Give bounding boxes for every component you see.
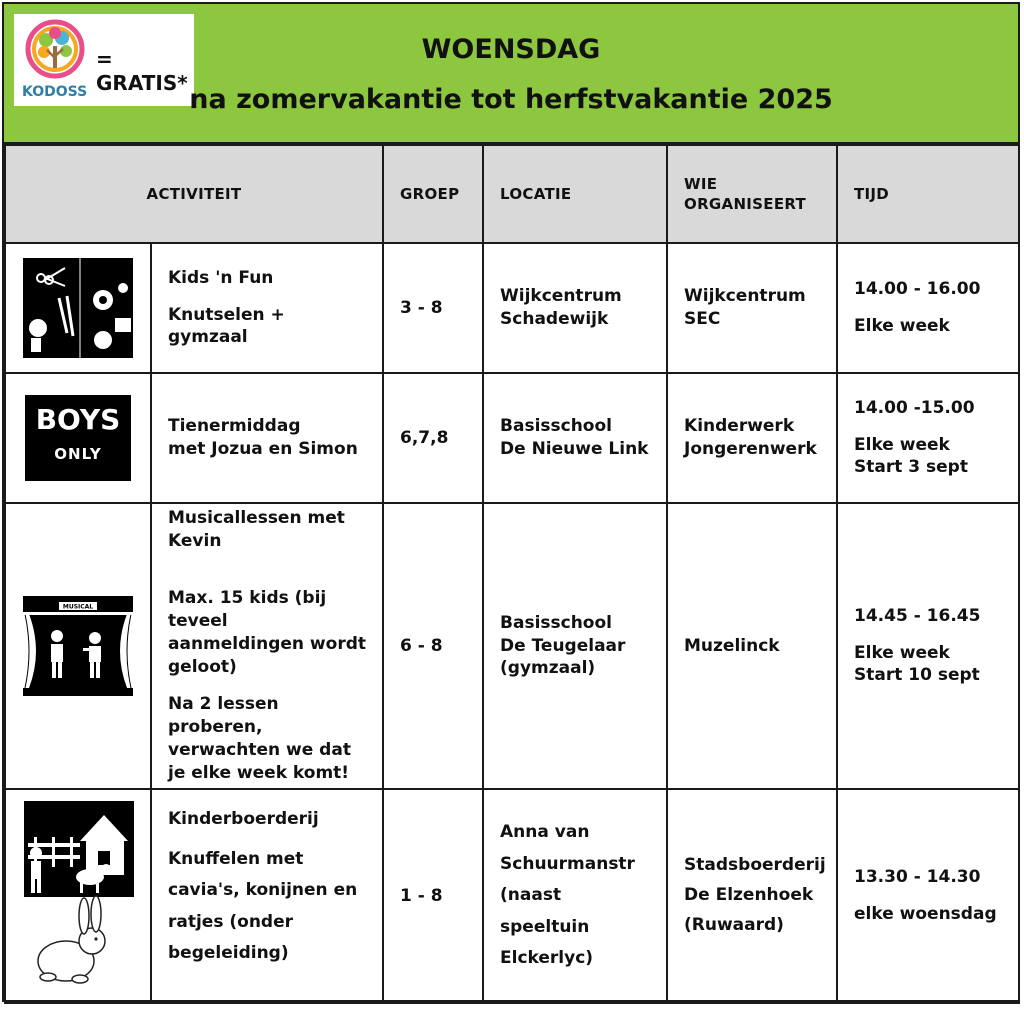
locatie-line: Wijkcentrum (500, 286, 622, 307)
locatie-line: Elckerlyc) (500, 948, 594, 969)
activity-title: Musicallessen met Kevin (168, 508, 345, 552)
locatie-line: (gymzaal) (500, 658, 596, 679)
activity-subtitle: Knutselen + gymzaal (168, 304, 285, 348)
locatie-cell (483, 243, 667, 373)
table-row (5, 503, 1019, 789)
logo-text: KODOSS (22, 84, 88, 100)
tijd-cell (837, 789, 1019, 1003)
page-title: WOENSDAG (421, 34, 601, 65)
activity-title: Tienermiddag (168, 416, 301, 437)
col-wie-line1: WIE (684, 174, 718, 193)
wie-line: Jongerenwerk (684, 439, 817, 459)
activity-cell (151, 503, 383, 789)
locatie-line: Basisschool (500, 612, 612, 633)
musical-stage-icon (23, 596, 133, 696)
boys-only-icon (25, 395, 131, 481)
activity-note: Max. 15 kids (bij teveel aanmeldingen wordt geloot) (168, 588, 366, 677)
locatie-cell (483, 789, 667, 1003)
wie-line: (Ruwaard) (684, 914, 784, 935)
activity-cell (151, 243, 383, 373)
wie-cell (667, 789, 837, 1003)
header-banner (4, 4, 1018, 144)
groep-cell: 1 - 8 (383, 789, 483, 1003)
table-row (5, 789, 1019, 1003)
locatie-cell (483, 373, 667, 503)
wie-cell: Muzelinck (667, 503, 837, 789)
tijd-cell (837, 243, 1019, 373)
groep-cell: 6,7,8 (383, 373, 483, 503)
groep-cell: 3 - 8 (383, 243, 483, 373)
locatie-line: De Nieuwe Link (500, 439, 649, 459)
activity-note: Na 2 lessen proberen, verwachten we dat je elke week komt! (168, 693, 351, 783)
col-groep: GROEP (383, 145, 483, 243)
locatie-line: Schuurmanstr (500, 853, 635, 874)
wie-line: Wijkcentrum (684, 286, 806, 307)
activity-subtitle: met Jozua en Simon (168, 439, 358, 459)
locatie-line: De Teugelaar (500, 635, 626, 656)
table-header-row (5, 145, 1019, 243)
page-subtitle: na zomervakantie tot herfstvakantie 2025 (189, 84, 833, 115)
tijd-cell (837, 373, 1019, 503)
tijd-start: Start 3 sept (854, 457, 968, 478)
farm-rabbit-icon (18, 801, 138, 991)
activity-subtitle: Knuffelen met cavia's, konijnen en ratjes (onder begeleiding) (168, 848, 358, 964)
wie-line: De Elzenhoek (684, 885, 814, 906)
row-icon-cell (5, 503, 151, 789)
wie-line: SEC (684, 309, 721, 329)
tijd-freq: elke woensdag (854, 904, 997, 924)
tijd-time: 14.45 - 16.45 (854, 605, 981, 626)
row-icon-cell (5, 789, 151, 1003)
row-icon-cell (5, 373, 151, 503)
crafts-sports-icon (23, 258, 133, 358)
tijd-time: 14.00 -15.00 (854, 397, 975, 418)
wie-line: Kinderwerk (684, 416, 795, 437)
tijd-freq: Elke week (854, 316, 950, 336)
groep-cell: 6 - 8 (383, 503, 483, 789)
wie-line: Stadsboerderij (684, 855, 826, 876)
locatie-line: Schadewijk (500, 309, 609, 329)
activity-title: Kids 'n Fun (168, 267, 274, 288)
locatie-line: (naast (500, 885, 562, 906)
wie-cell (667, 243, 837, 373)
activity-cell (151, 373, 383, 503)
table-row (5, 243, 1019, 373)
activity-title: Kinderboerderij (168, 809, 319, 830)
col-activiteit: ACTIVITEIT (5, 145, 383, 243)
table-row (5, 373, 1019, 503)
row-icon-cell (5, 243, 151, 373)
boys-text: BOYS (35, 403, 121, 436)
tijd-cell (837, 503, 1019, 789)
tijd-freq: Elke week (854, 642, 950, 663)
tijd-time: 13.30 - 14.30 (854, 867, 981, 888)
schedule-table (4, 144, 1020, 1004)
tijd-freq: Elke week (854, 434, 950, 455)
locatie-line: Basisschool (500, 416, 612, 437)
musical-sign-text: MUSICAL (62, 603, 94, 611)
col-tijd: TIJD (837, 145, 1019, 243)
locatie-line: Anna van (500, 822, 590, 843)
locatie-line: speeltuin (500, 916, 590, 937)
col-wie-line2: ORGANISEERT (684, 195, 807, 213)
col-locatie: LOCATIE (483, 145, 667, 243)
tijd-time: 14.00 - 16.00 (854, 279, 981, 300)
locatie-cell (483, 503, 667, 789)
gratis-label: = GRATIS* (96, 47, 188, 95)
wie-cell (667, 373, 837, 503)
only-text: ONLY (54, 444, 102, 463)
col-wie (667, 145, 837, 243)
tijd-start: Start 10 sept (854, 665, 980, 686)
activity-cell (151, 789, 383, 1003)
